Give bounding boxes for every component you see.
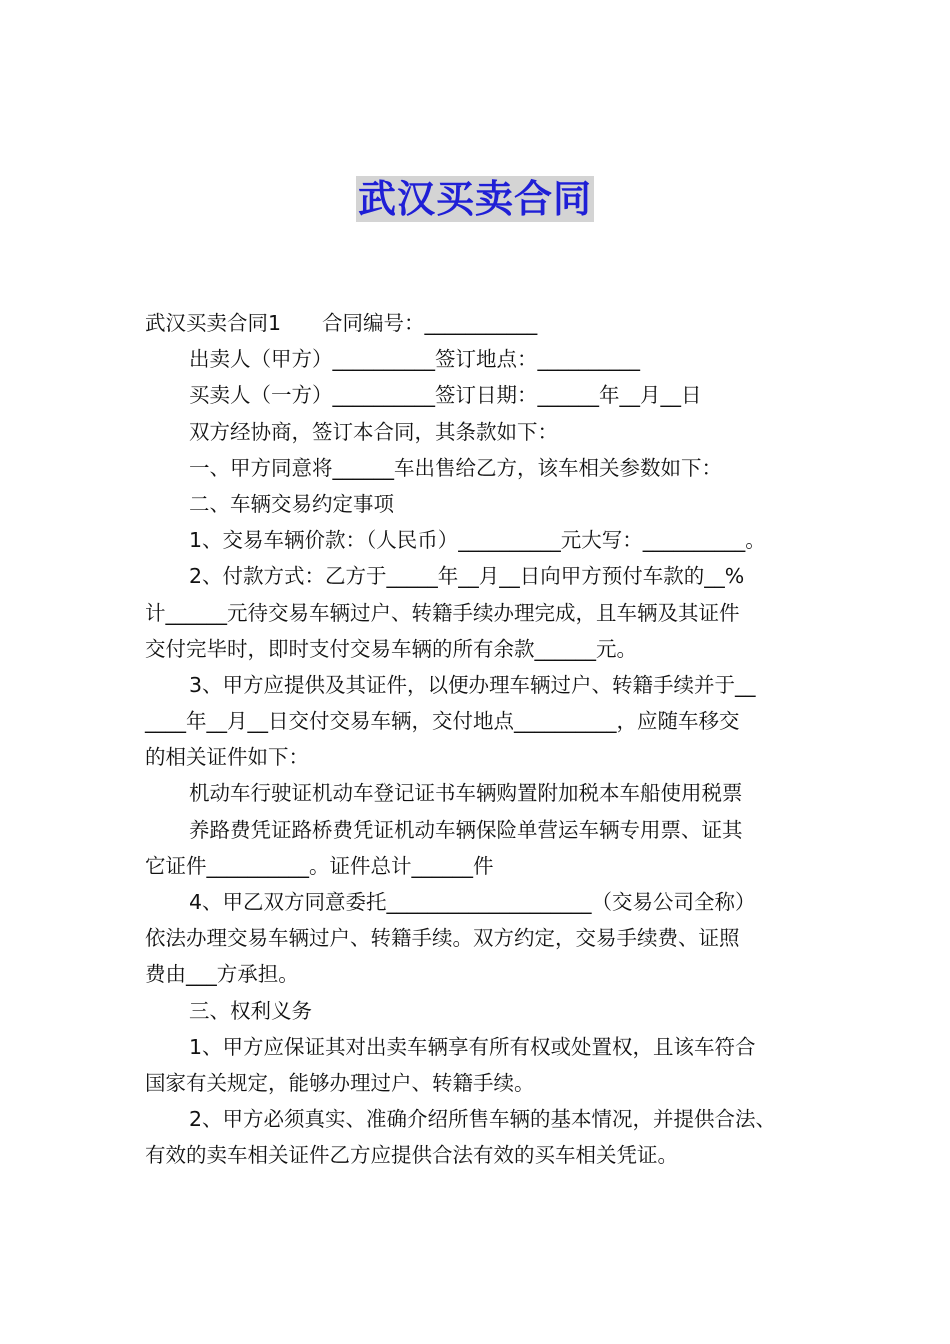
contract-line: 三、权利义务 <box>189 998 312 1023</box>
contract-line: 它证件__________。证件总计______件 <box>145 853 494 878</box>
contract-line: 一、甲方同意将______车出售给乙方，该车相关参数如下： <box>189 455 722 480</box>
contract-line: 买卖人（一方）__________签订日期：______年__月__日 <box>189 383 702 408</box>
contract-line: 计______元待交易车辆过户、转籍手续办理完成，且车辆及其证件 <box>145 600 740 625</box>
contract-line: 交付完毕时，即时支付交易车辆的所有余款______元。 <box>145 636 637 661</box>
contract-line: 费由___方承担。 <box>145 962 299 987</box>
contract-line: 1、甲方应保证其对出卖车辆享有所有权或处置权，且该车符合 <box>189 1034 756 1059</box>
contract-line: ____年__月__日交付交易车辆，交付地点__________，应随车移交 <box>145 709 740 734</box>
contract-body <box>145 305 810 1174</box>
contract-line: 双方经协商，签订本合同，其条款如下： <box>189 419 558 444</box>
contract-line: 1、交易车辆价款：（人民币）__________元大写：__________。 <box>189 528 766 553</box>
title-container <box>0 176 950 222</box>
contract-line: 国家有关规定，能够办理过户、转籍手续。 <box>145 1070 535 1095</box>
contract-line: 4、甲乙双方同意委托____________________（交易公司全称） <box>189 890 756 914</box>
contract-line: 有效的卖车相关证件乙方应提供合法有效的买车相关凭证。 <box>145 1143 678 1168</box>
contract-line: 的相关证件如下： <box>145 745 309 770</box>
contract-line: 养路费凭证路桥费凭证机动车辆保险单营运车辆专用票、证其 <box>189 817 743 842</box>
contract-line: 武汉买卖合同1 合同编号：___________ <box>145 311 538 335</box>
contract-line: 2、甲方必须真实、准确介绍所售车辆的基本情况，并提供合法、 <box>189 1107 777 1132</box>
contract-line: 机动车行驶证机动车登记证书车辆购置附加税本车船使用税票 <box>189 781 743 806</box>
contract-line: 二、车辆交易约定事项 <box>189 491 394 516</box>
contract-line: 3、甲方应提供及其证件，以便办理车辆过户、转籍手续并于__ <box>189 672 756 697</box>
document-title: 武汉买卖合同 <box>357 177 592 221</box>
contract-line: 依法办理交易车辆过户、转籍手续。双方约定，交易手续费、证照 <box>145 926 740 951</box>
contract-line: 2、付款方式：乙方于_____年__月__日向甲方预付车款的__% <box>189 564 745 589</box>
contract-line: 出卖人（甲方）__________签订地点：__________ <box>189 347 640 372</box>
